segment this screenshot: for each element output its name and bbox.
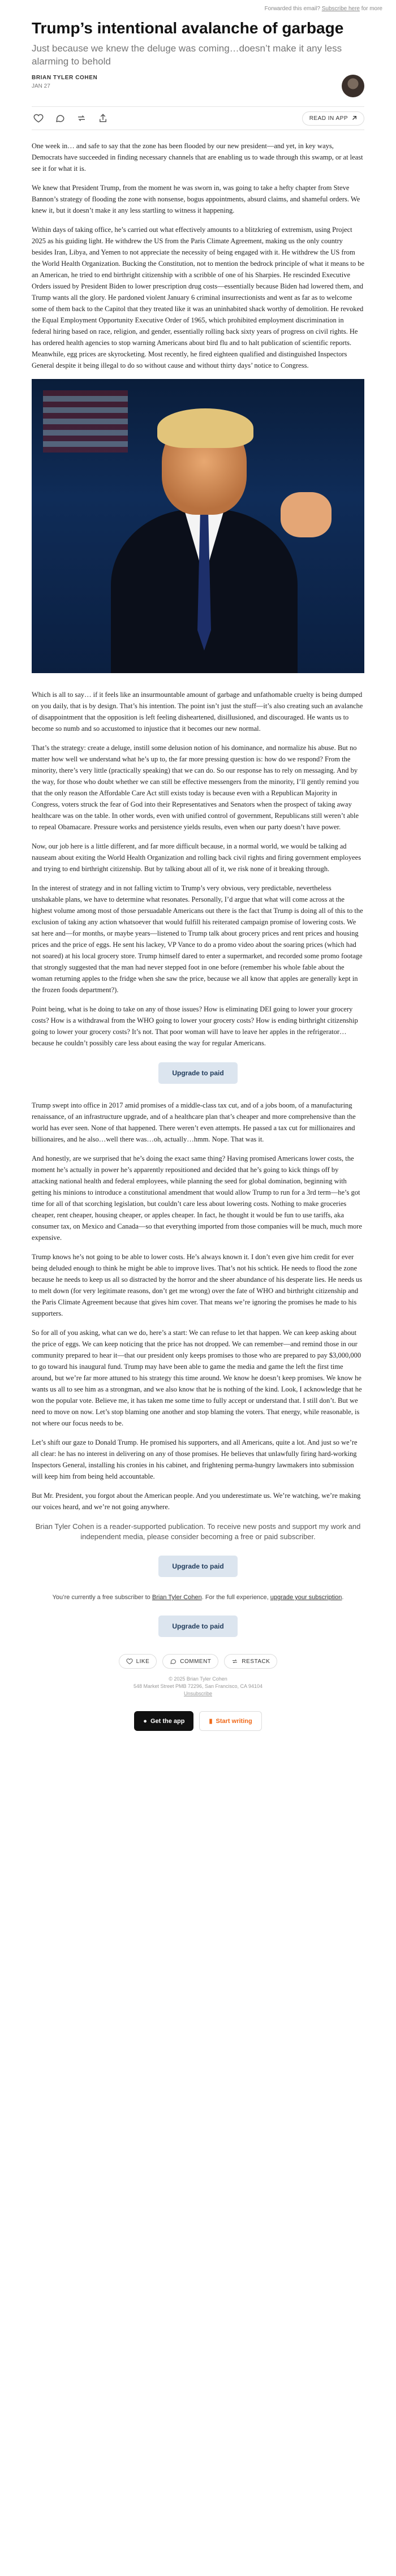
share-icon[interactable]	[96, 111, 110, 125]
app-links	[32, 1711, 364, 1731]
flag-shape	[43, 390, 128, 453]
paragraph: So for all of you asking, what can we do, here’s a start: We can refuse to let that happen. We can keep asking about the price of eggs. We can keep noticing that the price has not dropped. We can remember—and remind those in our community prepared to hear it—that our president only keeps promises to those who are prepared to pay $3,000,000 to go toward his inaugural fund. Trump may have been able to game the media and game the left the first time around, but we’re far more attuned to his strategy this time around. We know he doesn’t keep promises. We know he wants us all to see him as a strongman, and we also know that he is nothing of the kind. Look, I acknowledge that he won the popular vote. Believe me, it has taken me some time to fully accept or understand that. I still don’t. But we need to move on now. Let’s stop blaming one another and stop blaming the voters. That energy, while reasonable, is not where our focus needs to be.	[32, 1329, 362, 1427]
paragraph: Point being, what is he doing to take on any of those issues? How is eliminating DEI going to lower your grocery costs? How is a withdrawal from the WHO going to lower your grocery costs? How is ending birthright citizenship going to lower your grocery costs? It’s not. That poor woman will have to leave her apples in the refrigerator…because he couldn’t possibly care less about easing the way for regular Americans.	[32, 1005, 358, 1047]
read-in-app-button[interactable]: READ IN APP	[302, 111, 364, 126]
restack-icon	[231, 1658, 238, 1665]
restack-icon[interactable]	[75, 111, 88, 125]
restack-button[interactable]: RESTACK	[224, 1654, 277, 1669]
legal-footer	[32, 1675, 364, 1698]
upgrade-button[interactable]: Upgrade to paid	[158, 1062, 237, 1084]
unsubscribe-link[interactable]: Unsubscribe	[183, 1691, 213, 1696]
address: 548 Market Street PMB 72296, San Francisco, CA 94104	[133, 1683, 263, 1689]
like-button[interactable]: LIKE	[119, 1654, 157, 1669]
post-subtitle: Just because we knew the deluge was coming…doesn’t make it any less alarming to behold	[32, 43, 342, 67]
apple-icon: ●	[143, 1717, 147, 1725]
like-icon[interactable]	[32, 111, 45, 125]
hero-image	[32, 379, 364, 673]
subscribe-link[interactable]: Subscribe here	[321, 6, 360, 12]
comment-icon[interactable]	[53, 111, 67, 125]
heart-icon	[126, 1658, 133, 1665]
get-app-button[interactable]: ● Get the app	[134, 1711, 193, 1731]
paragraph: But Mr. President, you forgot about the American people. And you underestimate us. We’re watching, we’re making our voices heard, and we’re not going anywhere.	[32, 1492, 361, 1511]
upgrade-button[interactable]: Upgrade to paid	[158, 1616, 237, 1637]
post-actions-bar	[32, 106, 364, 130]
external-link-icon	[351, 115, 357, 121]
paragraph: Which is all to say… if it feels like an insurmountable amount of garbage and unfathomable cruelty is being dumped on you daily, that is by design. That’s his intention. The point isn’t just the stuff—it’s also creating such an avalanche of disappointment that the opposition is left feeling disheartened, disillusioned, and discouraged. He wants us to become so numb and so accustomed to injustice that it becomes our new normal.	[32, 691, 363, 733]
paragraph: That’s the strategy: create a deluge, instill some delusion notion of his dominance, and normalize his abuse. But no matter how well we understand what he’s up to, the far more pressing question is: how do we respond? From the minority, there’s very little (practically speaking) that we can do. So our response has to rely on messaging. And by the way, for those who doubt whether we can still be effective messengers from the minority, I’ll gently remind you that the only reason the Affordable Care Act still exists today is because even with a Republican Majority in Congress, voters struck the fear of God into their Representatives and Senators when the prospect of taking away healthcare was on the table. In other words, even with unified control of government, Republicans still weren’t able to repeal Obamacare. Pressure works and persistence yields results, even when our party doesn’t have power.	[32, 744, 359, 831]
paragraph: Let’s shift our gaze to Donald Trump. He promised his supporters, and all Americans, quite a lot. And just so we’re all clear: he has no interest in delivering on any of those promises. He believes that unlawfully firing hard-working Inspectors General, installing his cronies in his cabinet, and frightening perma-hungry lawmakers into submission will keep him from being held accountable.	[32, 1438, 358, 1480]
start-writing-button[interactable]: ▮ Start writing	[199, 1711, 261, 1731]
upgrade-button[interactable]: Upgrade to paid	[158, 1556, 237, 1577]
comment-icon	[170, 1658, 177, 1665]
paragraph: Trump swept into office in 2017 amid promises of a middle-class tax cut, and of a jobs boom, of a manufacturing renaissance, of an infrastructure upgrade, and of a healthcare plan that’s cheaper and more comprehensive than the world has ever seen. None of that happened. There weren’t even attempts. He passed a tax cut for millionaires and billionaires, and he also…well there was…oh, actually…hmm. Nope. That was it.	[32, 1101, 356, 1143]
substack-icon: ▮	[209, 1718, 213, 1725]
copyright: © 2025 Brian Tyler Cohen	[169, 1676, 227, 1682]
paragraph: Within days of taking office, he’s carried out what effectively amounts to a blitzkrieg of extremism, using Project 2025 as his guiding light. He withdrew the US from the Paris Climate Agreement, making us the only country besides Iran, Libya, and Yemen to not appreciate the necessity of being engaged with it. He withdrew the US from the World Health Organization. Bucking the Constitution, not to mention the bedrock principle of what it means to be an American, he tried to end birthright citizenship with a scribble of one of his Sharpies. He rescinded Executive Orders issued by President Biden to lower prescription drug costs—essentially because Biden had lowered them, and Trump wants all the glory. He pardoned violent January 6 criminal insurrectionists and went as far as to welcome some of them back to the Capitol that they treated like it was an uninhabited shack worthy of demolition. He revoked the Equal Employment Opportunity Executive Order of 1965, which prohibited employment discrimination in federal hiring based on race, religion, and gender, essentially rolling back sixty years of progress on civil rights. He has ordered health agencies to stop warning Americans about bird flu and to halt publication of scientific reports. Meanwhile, egg prices are skyrocketing. Most recently, he fired eighteen qualified and distinguished Inspectors General despite it being illegal to do so without cause and without thirty days’ notice to Congress.	[32, 226, 365, 369]
article	[32, 19, 364, 1731]
free-subscriber-note: You’re currently a free subscriber to Brian Tyler Cohen. For the full experience, upgrade your subscription.	[52, 1594, 344, 1601]
subscribe-promo: Brian Tyler Cohen is a reader-supported publication. To receive new posts and support my work and independent media, please consider becoming a free or paid subscriber.	[35, 1522, 361, 1541]
paragraph: Now, our job here is a little different, and far more difficult because, in a normal world, we would be talking ad nauseam about exiting the World Health Organization and rolling back civil rights and firing government employees and trying to end birthright citizenship. But by talking about all of it, we risk none of it breaking through.	[32, 842, 361, 873]
forward-note: Forwarded this email? Subscribe here for more	[264, 6, 382, 12]
post-title: Trump’s intentional avalanche of garbage	[32, 19, 344, 37]
author-name[interactable]: BRIAN TYLER COHEN	[32, 75, 98, 81]
paragraph: Trump knows he’s not going to be able to lower costs. He’s always known it. I don’t even give him credit for ever being deluded enough to think he might be able to improve lives. That’s not his schtick. He needs to flood the zone because he needs to keep us all so distracted by the horror and the sheer abundance of his desperate lies. He needs us to melt down (for very legitimate reasons, don’t get me wrong) over the fate of WHO and birthright citizenship and the Paris Climate Agreement because that gives him cover. That means we’re ignoring the promises he made to his supporters.	[32, 1253, 363, 1317]
paragraph: We knew that President Trump, from the moment he was sworn in, was going to take a hefty chapter from Steve Bannon’s strategy of flooding the zone with nonsense, bogus appointments, absurd claims, and shameful orders. We knew it, but it doesn’t make it any less startling to witness it happening.	[32, 184, 360, 214]
upgrade-subscription-link[interactable]: upgrade your subscription	[270, 1594, 342, 1601]
paragraph: And honestly, are we surprised that he’s doing the exact same thing? Having promised Americans lower costs, the moment he’s actually in power he’s apparently repositioned and decided that he’s going to kick things off by attacking national health and federal employees, while planning the seed for global domination, beginning with getting his minions to introduce a constitutional amendment that would allow Trump to run for a 3rd term—he’s got time for all of that scorching legislation, but couldn’t care less about lowering costs. Nothing to make groceries cheaper, rent cheaper, housing cheaper, or apples cheaper. In fact, he thought it would be fun to use tariffs, aka consumer tax, on Mexico and Canada—so that everything imported from those companies will be much, much more expensive.	[32, 1155, 362, 1242]
avatar[interactable]	[342, 75, 364, 97]
publication-link[interactable]: Brian Tyler Cohen	[152, 1594, 202, 1601]
comment-button[interactable]: COMMENT	[162, 1654, 218, 1669]
paragraph: In the interest of strategy and in not falling victim to Trump’s very obvious, very predictable, nevertheless unshakable plans, we have to determine what resonates. Personally, I’d argue that what will come across at the highest volume among most of those persuadable Americans out there is the fact that Trump is doing all of this to the exclusion of taking any action whatsoever that would fulfill his reiterated campaign promise of lowering costs. We sat here and—for months, or maybe years—listened to Trump talk about grocery prices and rent prices and housing prices and the price of eggs. He sent his lackey, VP Vance to do a promo video about the soaring prices (which had not soared) at his local grocery store. Trump himself dared to enter a supermarket, and recorded some promo footage that strongly suggested that the man had never stepped foot in one before (remember his whole fable about the woman returning apples to the fridge when she saw the price, because we all know that apples are generally kept in the frozen foods department?).	[32, 884, 363, 994]
hand-shape	[281, 492, 332, 537]
post-date: JAN 27	[32, 83, 50, 89]
paragraph: One week in… and safe to say that the zone has been flooded by our new president—and yet, in key ways, Democrats have succeeded in finding necessary channels that are enabling us to wade through this swamp, or at least see it for what it is.	[32, 142, 363, 173]
hair-shape	[157, 408, 253, 448]
byline	[32, 75, 364, 101]
footer-actions	[32, 1654, 364, 1669]
